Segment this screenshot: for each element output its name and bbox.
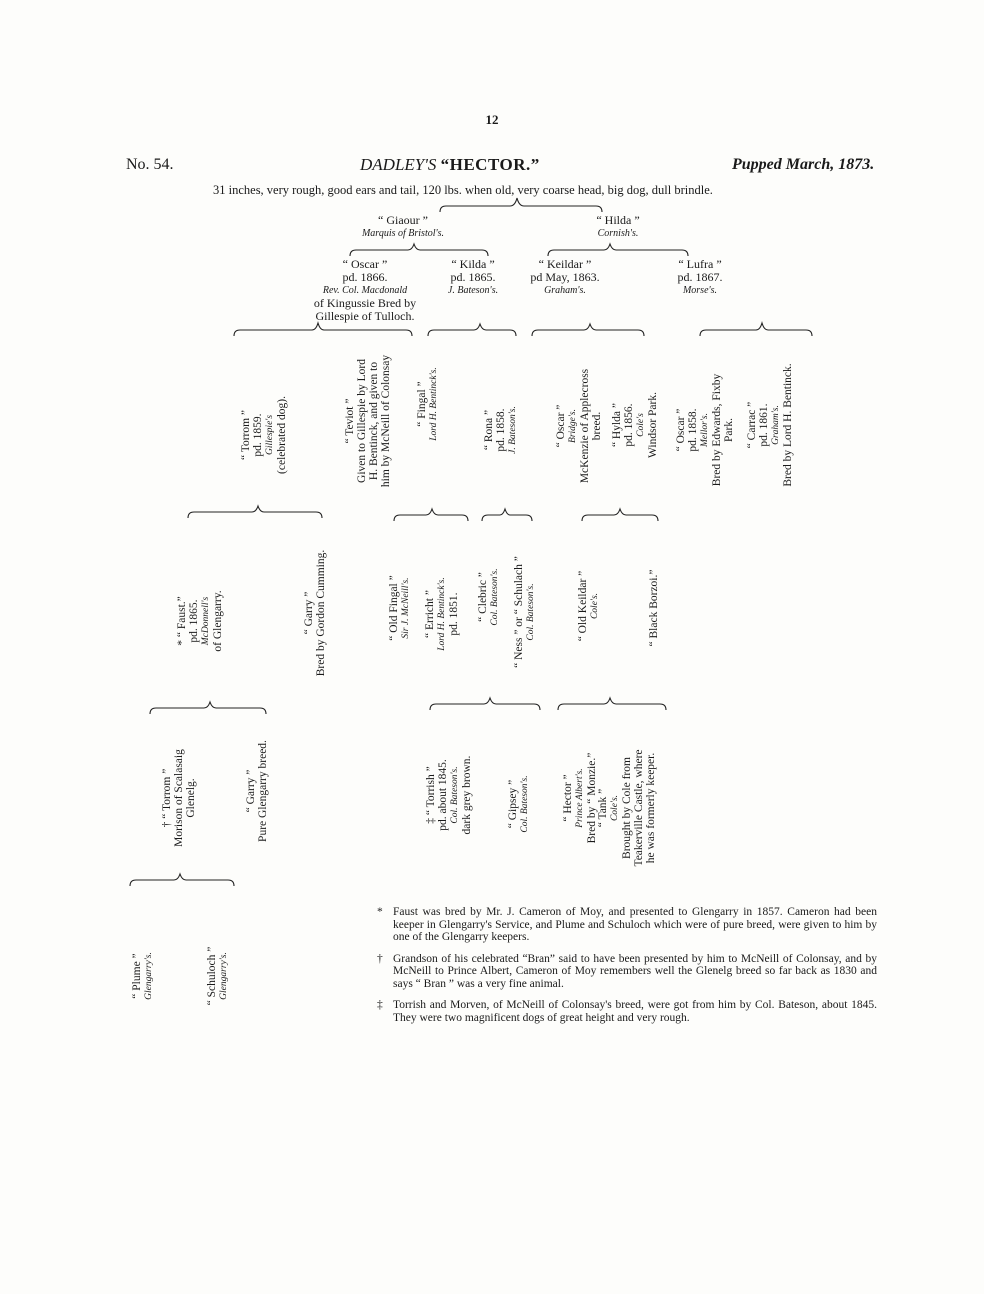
dog-owner: Col. Bateson's. xyxy=(450,766,460,824)
dog-note: he was formerly keeper. xyxy=(645,752,657,864)
dog-lufra xyxy=(660,258,740,297)
dog-name: “ Black Borzoi.” xyxy=(648,569,660,647)
dog-old-fingal xyxy=(388,548,416,668)
dog-carrac xyxy=(746,335,804,515)
dog-note: Bred by Edwards, Fixby xyxy=(711,373,723,487)
dog-name: “ Teviot ” xyxy=(344,398,356,444)
dog-old-keildar xyxy=(577,551,605,661)
dog-owner: Col. Bateson's. xyxy=(526,583,536,641)
dog-note: of Glengarry. xyxy=(212,590,224,652)
dog-name: “ Hilda ” xyxy=(596,213,640,227)
dog-pd: pd May, 1863. xyxy=(530,270,600,284)
dog-note: Park. xyxy=(723,418,735,442)
dog-note: Morison of Scalasaig xyxy=(173,749,185,847)
dog-pd: pd. 1865. xyxy=(450,270,496,284)
dog-fingal xyxy=(416,339,444,469)
dog-oscar-1858 xyxy=(675,340,745,520)
sire-giaour xyxy=(338,214,468,240)
dog-owner: Col. Bateson's. xyxy=(490,568,500,626)
dog-owner: Glengarry's. xyxy=(219,952,229,1000)
dog-owner: Bridge's. xyxy=(568,409,578,443)
dog-owner: Graham's. xyxy=(771,405,781,445)
dog-clebric xyxy=(477,542,505,652)
dog-note: H. Bentinck, and given to xyxy=(368,361,380,481)
dog-note: Gillespie of Tulloch. xyxy=(315,309,415,323)
description: 31 inches, very rough, good ears and tail, 120 lbs. when old, very coarse head, big dog, dull brindle. xyxy=(213,183,713,197)
title-dog-name: “HECTOR.” xyxy=(440,155,540,174)
dog-tank xyxy=(597,718,673,898)
dog-name: “ Carrac ” xyxy=(746,401,758,449)
dog-name: “ Clebric ” xyxy=(477,572,489,622)
dog-name: “ Kilda ” xyxy=(451,257,495,271)
dog-pd: pd. 1867. xyxy=(677,270,723,284)
dog-pd: pd. 1866. xyxy=(342,270,388,284)
dog-owner: Cornish's. xyxy=(597,228,639,239)
dog-note: McKenzie of Applecross xyxy=(579,368,591,484)
dog-name: “ Oscar ” xyxy=(555,404,567,448)
dog-ness-schulach xyxy=(513,537,541,687)
dog-oscar-applecross xyxy=(555,346,605,506)
dog-name: “ Garry ” xyxy=(245,769,257,813)
dog-owner: Morse's. xyxy=(682,285,718,296)
dog-name: “ Gipsey ” xyxy=(507,779,519,829)
dog-garry-glengarry xyxy=(245,721,275,861)
dog-owner: Lord H. Bentinck's. xyxy=(429,367,439,441)
dog-pd: pd. 1858. xyxy=(687,408,699,452)
dog-gipsey xyxy=(507,759,535,849)
dog-name: “ Old Keildar ” xyxy=(577,570,589,642)
dog-name: “ Lufra ” xyxy=(678,257,722,271)
dog-note: dark grey brown. xyxy=(461,755,473,835)
dog-note: Windsor Park. xyxy=(647,392,659,458)
dog-name: “ Schuloch ” xyxy=(206,946,218,1006)
dog-owner: Cole's. xyxy=(590,592,600,620)
dog-note: Bred by Gordon Cumming. xyxy=(315,549,327,677)
dog-name: “ Garry ” xyxy=(303,591,315,635)
entry-number: No. 54. xyxy=(126,156,174,173)
dog-oscar-1866 xyxy=(290,258,440,323)
dog-name: “ Ness ” or “ Schulach ” xyxy=(513,556,525,668)
dog-keildar xyxy=(510,258,620,297)
dog-name: “ Hector ” xyxy=(562,774,574,822)
dog-rona xyxy=(483,375,527,485)
dog-faust xyxy=(176,556,234,686)
dog-note: of Kingussie Bred by xyxy=(313,296,417,310)
footnote-mark: * xyxy=(377,906,383,918)
dog-note: Teakerville Castle, where xyxy=(633,749,645,867)
footnote-text: Faust was bred by Mr. J. Cameron of Moy, and presented to Glengarry in 1857. Cameron had been keeper in Glengarry's Service, and Plume and Schuloch which were of pure breed, were given to him by one of the Glengarry keepers. xyxy=(393,906,877,943)
footnote xyxy=(377,906,877,944)
dog-owner: Lord H. Bentinck's. xyxy=(437,577,447,651)
dog-name: “ Fingal ” xyxy=(416,381,428,427)
dog-name: * “ Faust.” xyxy=(176,596,188,646)
dam-hilda xyxy=(568,214,668,240)
dog-owner: J. Bateson's. xyxy=(447,285,499,296)
dog-torrom-glenelg xyxy=(161,733,205,863)
dog-owner: Gillespie's xyxy=(265,414,275,456)
dog-pd: pd. 1856. xyxy=(623,403,635,447)
page-number: 12 xyxy=(485,112,499,127)
dog-note: Glenelg. xyxy=(185,778,197,818)
footnote-mark: † xyxy=(377,952,383,965)
dog-owner: Glengarry's. xyxy=(144,952,154,1000)
dog-pd: pd. 1861. xyxy=(758,403,770,447)
dog-name: “ Torrom ” xyxy=(240,409,252,461)
dog-name: “ Giaour ” xyxy=(378,213,428,227)
dog-black-borzoi xyxy=(648,548,664,668)
footnote-text: Torrish and Morven, of McNeill of Colonsay's breed, were got from him by Col. Bateson, about 1845. They were two magnificent dogs of great height and very rough. xyxy=(393,999,877,1024)
dog-note: breed. xyxy=(591,411,603,441)
dog-owner: Cole's xyxy=(636,413,646,437)
footnote xyxy=(377,999,877,1024)
footnotes xyxy=(377,906,877,1033)
dog-torrish xyxy=(425,735,483,855)
footnote-text: Grandson of his celebrated “Bran” said to have been presented by him to McNeill of Colonsay, and by McNeill to Prince Albert, Cameron of Moy remembers well the Glenelg breed so far back as 1830 and says “ Bran ” was a very fine animal. xyxy=(393,952,877,990)
dog-erricht xyxy=(424,542,468,686)
dog-name: “ Keildar ” xyxy=(538,257,592,271)
footnote-mark: ‡ xyxy=(377,999,383,1011)
dog-name: “ Rona ” xyxy=(483,409,495,451)
dog-note: him by McNeill of Colonsay xyxy=(380,354,392,488)
dog-owner: Graham's. xyxy=(544,285,586,296)
dog-pd: pd. about 1845. xyxy=(437,759,449,831)
dog-pd: pd. 1859. xyxy=(252,413,264,457)
dog-owner: J. Bateson's. xyxy=(508,406,518,454)
dog-owner: McDonnell's xyxy=(201,596,211,646)
dog-owner: Sir J. McNeill's. xyxy=(401,577,411,639)
dog-owner: Mellor's. xyxy=(700,413,710,447)
dog-owner: Cole's. xyxy=(610,794,620,822)
dog-torrom-1859 xyxy=(240,350,300,520)
dog-pd: pd. 1865. xyxy=(188,599,200,643)
dog-name: “ Hylda ” xyxy=(611,402,623,448)
dog-owner: Rev. Col. Macdonald xyxy=(322,285,408,296)
dog-plume xyxy=(131,931,159,1021)
dog-name: “ Oscar ” xyxy=(342,257,388,271)
dog-name: “ Plume ” xyxy=(131,953,143,999)
dog-kilda xyxy=(428,258,518,297)
dog-owner: Marquis of Bristol's. xyxy=(361,228,445,239)
dog-teviot xyxy=(344,331,406,511)
dog-note: (celebrated dog). xyxy=(276,396,288,474)
dog-name: “ Oscar ” xyxy=(675,408,687,452)
dog-name: “ Old Fingal ” xyxy=(388,575,400,641)
dog-note: Given to Gillespie by Lord xyxy=(356,359,368,483)
title-owner: DADLEY'S xyxy=(360,155,437,174)
dog-note: Bred by Lord H. Bentinck. xyxy=(782,363,794,487)
dog-hylda xyxy=(611,335,669,515)
dog-note: Brought by Cole from xyxy=(621,757,633,859)
dog-name: ‡ “ Torrish ” xyxy=(425,766,437,824)
dog-note: Pure Glengarry breed. xyxy=(257,740,269,842)
dog-garry-cumming xyxy=(303,523,333,703)
dog-schuloch xyxy=(206,926,234,1026)
dog-name: “ Erricht ” xyxy=(424,590,436,638)
footnote xyxy=(377,953,877,991)
dog-pd: pd. 1858. xyxy=(495,408,507,452)
dog-pd: pd. 1851. xyxy=(448,592,460,636)
dog-owner: Col. Bateson's. xyxy=(520,775,530,833)
dog-name: † “ Torrom ” xyxy=(161,768,173,828)
dog-owner: Prince Albert's. xyxy=(575,768,585,828)
pupped-date: Pupped March, 1873. xyxy=(732,156,875,173)
dog-note: Bred by “ Monzie.” xyxy=(586,752,598,844)
dog-name: “ Tank ” xyxy=(597,788,609,828)
